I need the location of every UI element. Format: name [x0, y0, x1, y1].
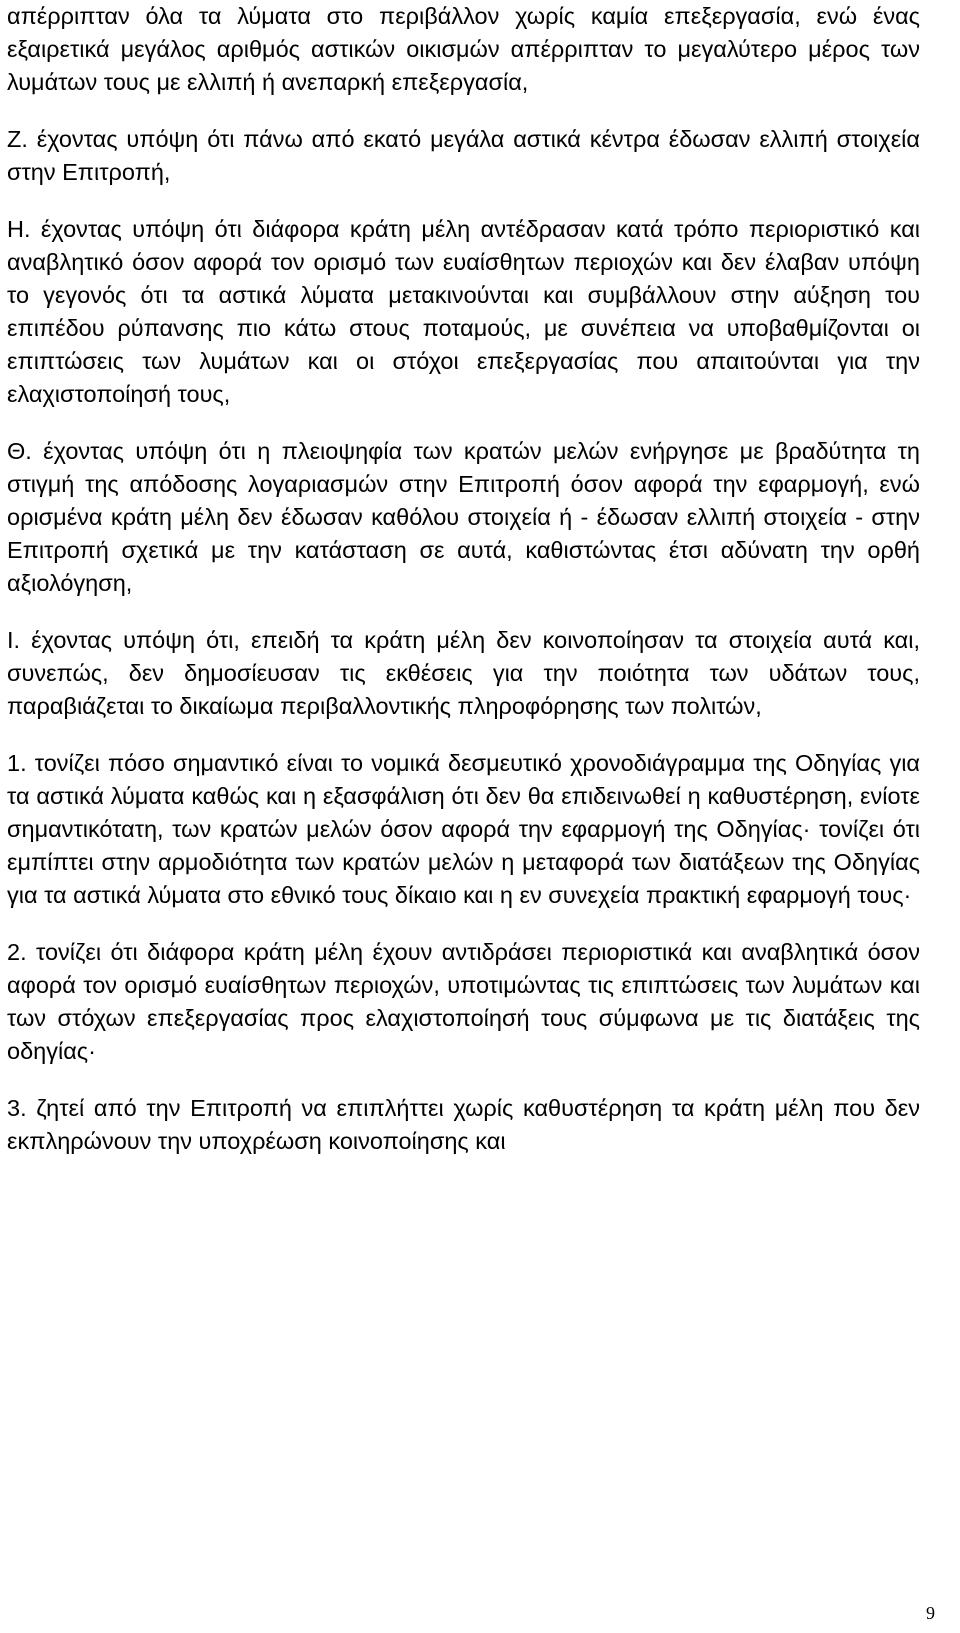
recital-h: Η. έχοντας υπόψη ότι διάφορα κράτη μέλη αντέδρασαν κατά τρόπο περιοριστικό και αναβλητικό όσον αφορά τον ορισμό των ευαίσθητων περιοχών και δεν έλαβαν υπόψη το γεγονός ότι τα αστικά λύματα μετακινούνται και συμβάλλουν στην αύξηση του επιπέδου ρύπανσης πιο κάτω στους ποταμούς, με συνέπεια να υποβαθμίζονται οι επιπτώσεις των λυμάτων και οι στόχοι επεξεργασίας που απαιτούνται για την ελαχιστοποίησή τους,	[7, 216, 920, 407]
clause-1: 1. τονίζει πόσο σημαντικό είναι το νομικά δεσμευτικό χρονοδιάγραμμα της Οδηγίας για τα αστικά λύματα καθώς και η εξασφάλιση ότι δεν θα επιδεινωθεί η καθυστέρηση, ενίοτε σημαντικότατη, των κρατών μελών όσον αφορά την εφαρμογή της Οδηγίας· τονίζει ότι εμπίπτει στην αρμοδιότητα των κρατών μελών η μεταφορά των διατάξεων της Οδηγίας για τα αστικά λύματα στο εθνικό τους δίκαιο και η εν συνεχεία πρακτική εφαρμογή τους·	[7, 750, 920, 908]
clause-2: 2. τονίζει ότι διάφορα κράτη μέλη έχουν αντιδράσει περιοριστικά και αναβλητικά όσον αφορά τον ορισμό ευαίσθητων περιοχών, υποτιμώντας τις επιπτώσεις των λυμάτων και των στόχων επεξεργασίας προς ελαχιστοποίησή τους σύμφωνα με τις διατάξεις της οδηγίας·	[7, 939, 920, 1064]
page-number: 9	[926, 1603, 935, 1623]
document-body	[7, 0, 920, 1158]
recital-i: Ι. έχοντας υπόψη ότι, επειδή τα κράτη μέλη δεν κοινοποίησαν τα στοιχεία αυτά και, συνεπώς, δεν δημοσίευσαν τις εκθέσεις για την ποιότητα των υδάτων τους, παραβιάζεται το δικαίωμα περιβαλλοντικής πληροφόρησης των πολιτών,	[7, 627, 920, 719]
paragraph-continuation: απέρριπταν όλα τα λύματα στο περιβάλλον χωρίς καμία επεξεργασία, ενώ ένας εξαιρετικά μεγάλος αριθμός αστικών οικισμών απέρριπταν το μεγαλύτερο μέρος των λυμάτων τους με ελλιπή ή ανεπαρκή επεξεργασία,	[7, 3, 920, 95]
recital-th: Θ. έχοντας υπόψη ότι η πλειοψηφία των κρατών μελών ενήργησε με βραδύτητα τη στιγμή της απόδοσης λογαριασμών στην Επιτροπή όσον αφορά την εφαρμογή, ενώ ορισμένα κράτη μέλη δεν έδωσαν καθόλου στοιχεία ή - έδωσαν ελλιπή στοιχεία - στην Επιτροπή σχετικά με την κατάσταση σε αυτά, καθιστώντας έτσι αδύνατη την ορθή αξιολόγηση,	[7, 438, 920, 596]
recital-z: Ζ. έχοντας υπόψη ότι πάνω από εκατό μεγάλα αστικά κέντρα έδωσαν ελλιπή στοιχεία στην Επιτροπή,	[7, 126, 920, 185]
clause-3: 3. ζητεί από την Επιτροπή να επιπλήττει χωρίς καθυστέρηση τα κράτη μέλη που δεν εκπληρώνουν την υποχρέωση κοινοποίησης και	[7, 1095, 920, 1154]
